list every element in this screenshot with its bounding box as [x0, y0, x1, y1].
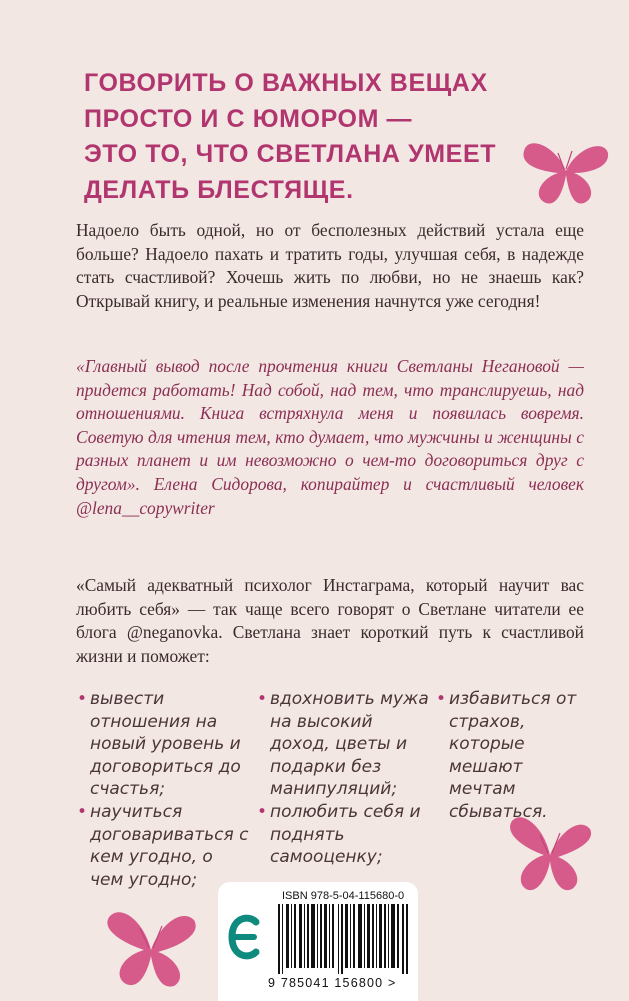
bullet-text: полюбить себя и поднять самооценку;: [270, 802, 421, 867]
headline-line-3: ЭТО ТО, ЧТО СВЕТЛАНА УМЕЕТ: [84, 140, 497, 168]
bullet-mark: •: [257, 802, 268, 822]
butterfly-icon: [96, 898, 206, 990]
bullet-mark: •: [436, 689, 447, 709]
barcode-digits: 9 785041 156800 >: [268, 976, 397, 990]
headline-line-1: ГОВОРИТЬ О ВАЖНЫХ ВЕЩАХ: [84, 69, 488, 97]
bullet-mark: •: [257, 689, 268, 709]
description-paragraph: «Самый адекватный психолог Инстаграма, который научит вас любить себя» — так чаще всего говорят о Светлане читатели ее блога @neganovka. Светлана знает короткий путь к счастливой жизни и поможет:: [76, 575, 584, 666]
bullet-text: избавиться от страхов, которые мешают мечтам сбываться.: [449, 689, 577, 822]
bullet-text: научиться договариваться с кем угодно, о чем угодно;: [90, 802, 249, 890]
bullet-item: [257, 801, 430, 869]
bullet-text: вывести отношения на новый уровень и договориться до счастья;: [90, 689, 241, 799]
barcode: [278, 904, 410, 974]
headline-line-2: ПРОСТО И С ЮМОРОМ —: [84, 104, 413, 133]
bullet-item: [257, 688, 430, 801]
bullet-mark: •: [77, 802, 88, 822]
bullet-text: вдохновить мужа на высокий доход, цветы и подарки без манипуляций;: [270, 689, 429, 799]
headline-line-4: ДЕЛАТЬ БЛЕСТЯЩЕ.: [84, 175, 354, 204]
butterfly-icon: [500, 805, 600, 895]
butterfly-icon: [520, 135, 612, 207]
bullet-item: [77, 688, 250, 801]
headline: [84, 66, 497, 208]
barcode-panel: [218, 882, 418, 1001]
bullet-mark: •: [77, 689, 88, 709]
review-quote: «Главный вывод после прочтения книги Светланы Негановой — придется работать! Над собой, над тем, что транслируешь, над отношениями. Книга встряхнула меня и появилась вовремя. Советую для чтения тем, кто думает, что мужчины и женщины с разных планет и им невозможно о чем-то договориться друг с другом». Елена Сидорова, копирайтер и счастливый человек @lena__copywriter: [76, 356, 584, 518]
bullet-item: [436, 688, 589, 823]
isbn-label: ISBN 978-5-04-115680-0: [282, 890, 405, 902]
intro-paragraph: Надоело быть одной, но от бесполезных действий устала еще больше? Надоело пахать и тратить годы, улучшая себя, в надежде стать счастливой? Хочешь жить по любви, но не знаешь как? Открывай книгу, и реальные изменения начнутся уже сегодня!: [76, 220, 584, 311]
publisher-logo-icon: [226, 912, 262, 962]
bullet-item: [77, 801, 250, 891]
